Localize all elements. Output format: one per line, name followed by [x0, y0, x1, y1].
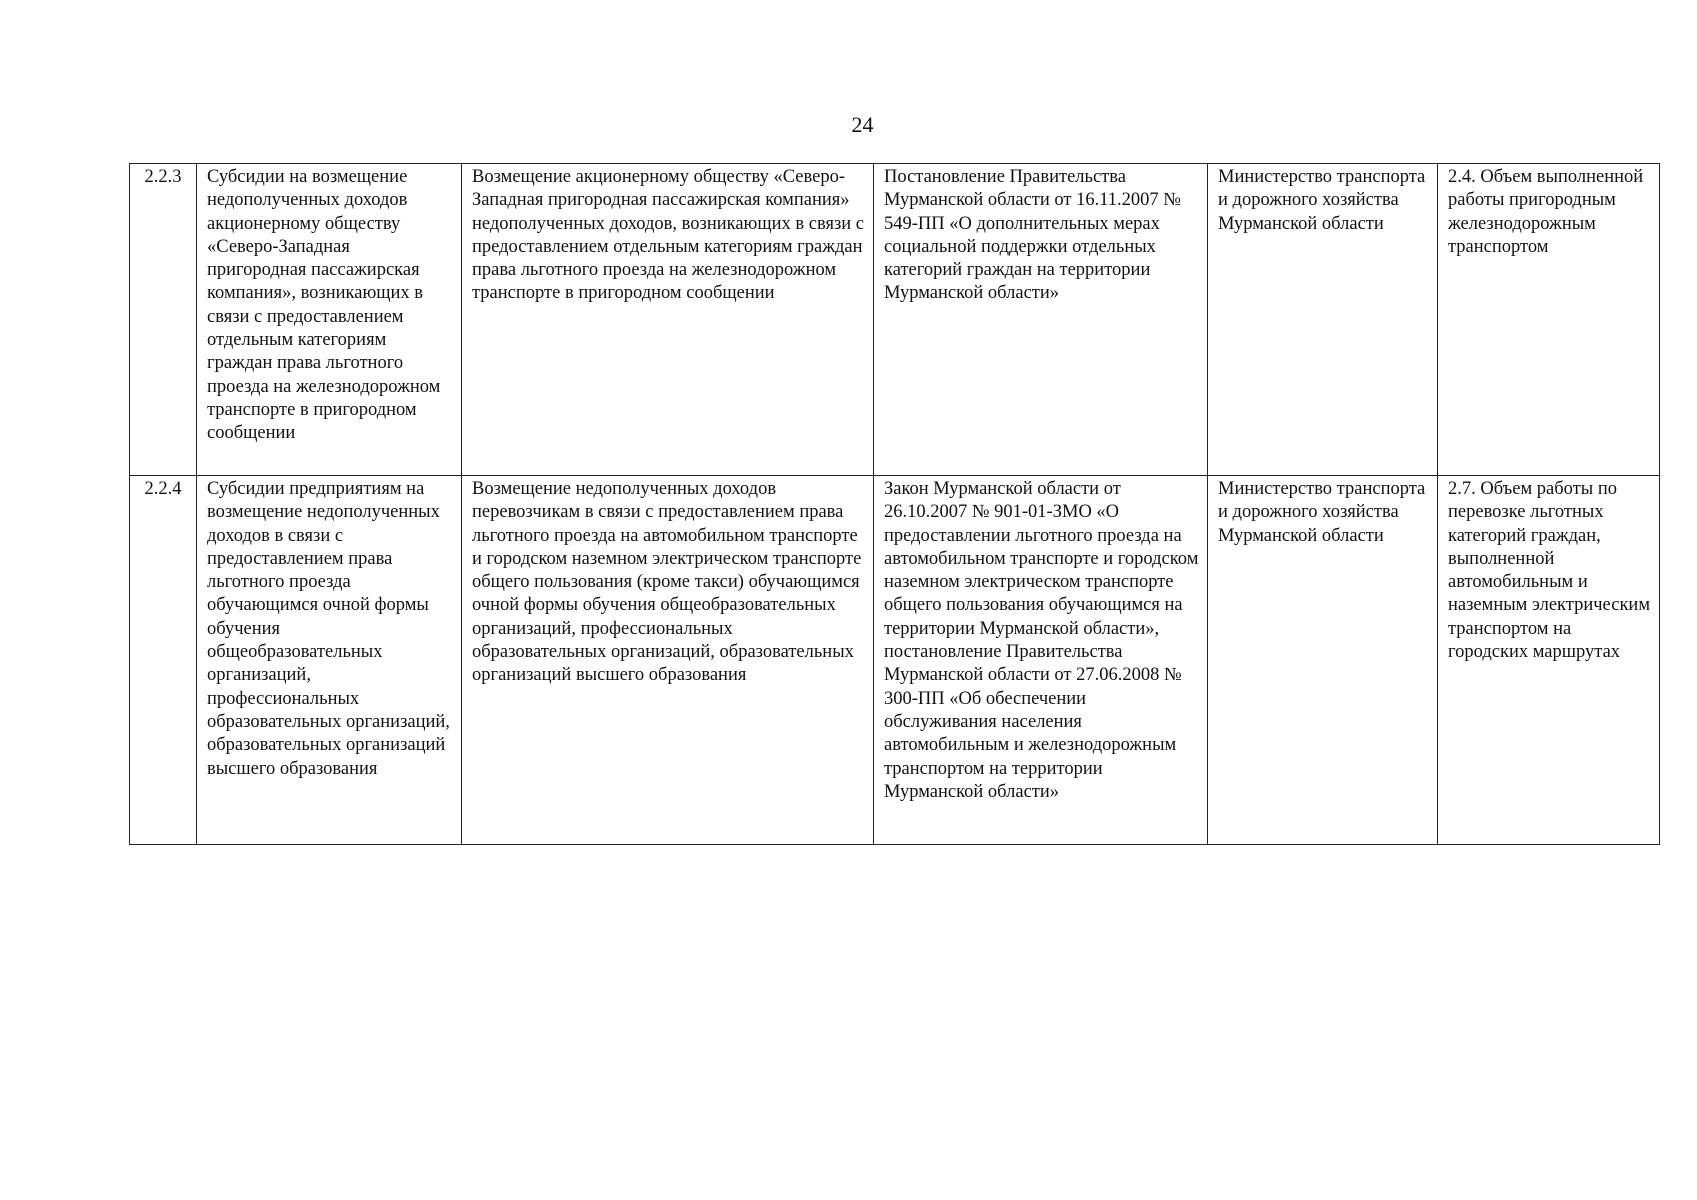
- indicator: 2.7. Объем работы по перевозке льготных категорий граждан, выполненной автомобильным и наземным электрическим транспортом на городских маршрутах: [1438, 476, 1660, 845]
- table-row: [130, 476, 1660, 845]
- page-number: 24: [851, 112, 874, 137]
- legal-basis: Постановление Правительства Мурманской области от 16.11.2007 № 549-ПП «О дополнительных мерах социальной поддержки отдельных категорий граждан на территории Мурманской области»: [874, 164, 1208, 476]
- table-row: [130, 164, 1660, 476]
- row-number: 2.2.3: [130, 164, 197, 476]
- executor: Министерство транспорта и дорожного хозяйства Мурманской области: [1208, 476, 1438, 845]
- executor: Министерство транспорта и дорожного хозяйства Мурманской области: [1208, 164, 1438, 476]
- row-number: 2.2.4: [130, 476, 197, 845]
- measure-description: Возмещение акционерному обществу «Северо-Западная пригородная пассажирская компания» недополученных доходов, возникающих в связи с предоставлением отдельным категориям граждан права льготного проезда на железнодорожном транспорте в пригородном сообщении: [462, 164, 874, 476]
- legal-basis: Закон Мурманской области от 26.10.2007 № 901-01-ЗМО «О предоставлении льготного проезда на автомобильном транспорте и городском наземном электрическом транспорте общего пользования обучающимся на территории Мурманской области», постановление Правительства Мурманской области от 27.06.2008 № 300-ПП «Об обеспечении обслуживания населения автомобильным и железнодорожным транспортом на территории Мурманской области»: [874, 476, 1208, 845]
- measure-description: Возмещение недополученных доходов перевозчикам в связи с предоставлением права льготного проезда на автомобильном транспорте и городском наземном электрическом транспорте общего пользования (кроме такси) обучающимся очной формы обучения общеобразовательных организаций, профессиональных образовательных организаций, образовательных организаций высшего образования: [462, 476, 874, 845]
- measures-table: [129, 163, 1660, 845]
- measure-name: Субсидии на возмещение недополученных доходов акционерному обществу «Северо-Западная пригородная пассажирская компания», возникающих в связи с предоставлением отдельным категориям граждан права льготного проезда на железнодорожном транспорте в пригородном сообщении: [197, 164, 462, 476]
- measure-name: Субсидии предприятиям на возмещение недополученных доходов в связи с предоставлением права льготного проезда обучающимся очной формы обучения общеобразовательных организаций, профессиональных образовательных организаций, образовательных организаций высшего образования: [197, 476, 462, 845]
- indicator: 2.4. Объем выполненной работы пригородным железнодорожным транспортом: [1438, 164, 1660, 476]
